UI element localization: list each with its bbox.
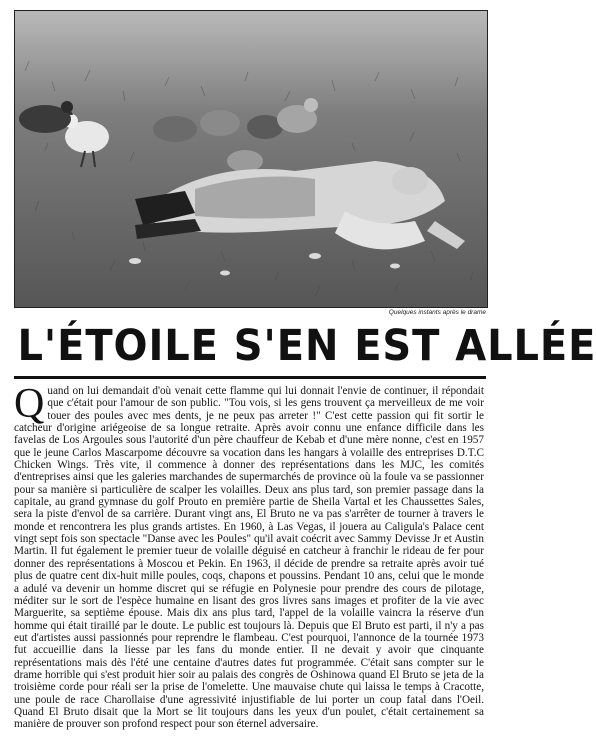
headline-rule <box>14 376 486 379</box>
news-photo <box>14 10 488 308</box>
article-paragraph <box>14 381 484 731</box>
headline: L'ÉTOILE S'EN EST ALLÉE <box>17 321 596 371</box>
photo-caption: Quelques instants après le drame <box>388 309 486 316</box>
drop-cap: Q <box>14 381 45 427</box>
article-body <box>14 381 484 747</box>
article-text: uand on lui demandait d'où venait cette flamme qui lui donnait l'envie de continuer, il répondait que c'était pour l'amour de son public. "Tou vois, si les gens trouvent ça merveilleux de me voir touer des poules avec mes dents, je ne peux pas arreter !" C'est cette passion qui fit sortir le catcheur d'origine ariégeoise de sa longue retraite. Après avoir connu une enfance difficile dans les favelas de Los Argoules sous l'autorité d'un père chauffeur de Kebab et d'une mère nonne, c'est en 1957 que le jeune Carlos Mascarpome découvre sa vocation dans les hangars à volaille des entreprises D.T.C Chicken Wings. Très vite, il commence à donner des représentations dans les MJC, les comités d'entreprises ainsi que les galeries marchandes de supermarchés de province où la foule va se passionner pour sa manière si particulière de scalper les volailles. Deux ans plus tard, son premier passage dans la capitale, au grand gymnase du golf Prouto en première partie de Sheila Vartal et les Chaussettes Sales, sera la piste d'envol de sa carrière. Durant vingt ans, El Bruto ne va pas s'arrêter de tourner à travers le monde et rencontrera les plus grands artistes. En 1960, à Las Vegas, il jouera au Caligula's Palace cent vingt sept fois son spectacle "Danse avec les Poules" qu'il avait coécrit avec Sammy Devisse Jr et Austin Martin. Il fut également le premier tueur de volaille déguisé en catcheur à franchir le rideau de fer pour donner des représentations à Moscou et Pekin. En 1963, il décide de prendre sa retraite après avoir tué plus de quatre cent dix-huit mille poules, coqs, chapons et poussins. Pendant 10 ans, celui que le monde a adulé va devenir un homme discret qui se réfugie en Polynesie pour prendre des cours de pilotage, méditer sur le sort de l'espèce humaine en lisant des gros livres sans images et profiter de la vie avec Marguerite, sa septième épouse. Mais dix ans plus tard, l'appel de la volaille vaincra la réserve d'un homme qui était tiraillé par le doute. Le public est toujours là. Depuis que El Bruto est parti, il n'y a pas eut d'artistes aussi passionnés pour reprendre le flambeau. C'est pourquoi, l'annonce de la tournée 1973 fut accueillie dans la liesse par les fans du monde entier. Il ne devait y avoir que cinquante représentations mais dès l'été une centaine d'autres dates fut programmée. C'était sans compter sur le drame horrible qui s'est produit hier soir au palais des congrès de Oshinowa quand El Bruto se jeta de la troisième corde pour réali ser la prise de l'omelette. Une mauvaise chute qui laissa le temps à Cracotte, une poule de race Charollaise d'une agressivité injustifiable de lui porter un coup fatal dans l'Oeil. Quand El Bruto disait que la Mort se lit toujours dans les yeux d'un poulet, c'était certainement sa manière de prouver son profond respect pour son éternel adversaire. <box>14 385 484 731</box>
photo-grass-scene <box>15 11 487 307</box>
